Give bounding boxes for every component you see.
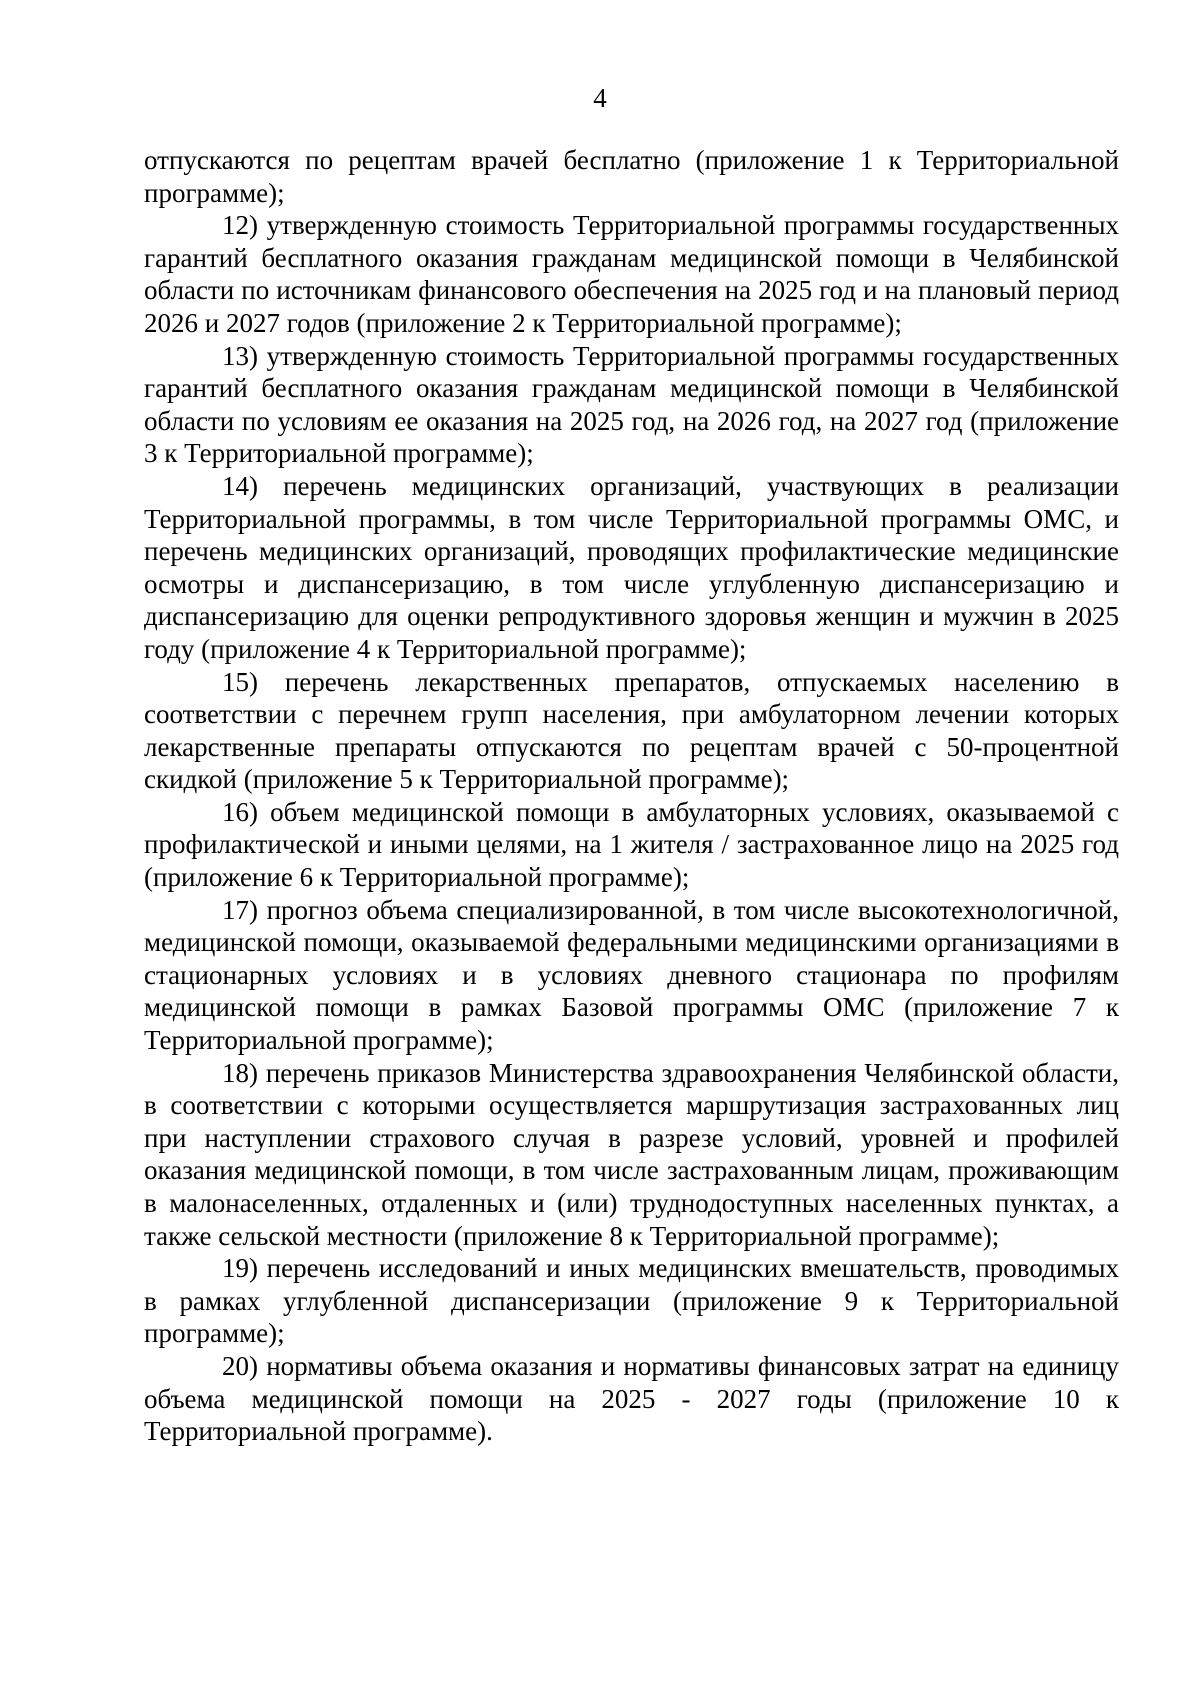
paragraph-continuation: отпускаются по рецептам врачей бесплатно (приложение 1 к Территориальной программе); [144,145,1119,208]
list-item-16: 16) объем медицинской помощи в амбулаторных условиях, оказываемой с профилактической и иными целями, на 1 жителя / застрахованное лицо на 2025 год (приложение 6 к Территориальной программе); [144,796,1119,893]
list-item-18: 18) перечень приказов Министерства здравоохранения Челябинской области, в соответствии с которыми осуществляется маршрутизация застрахованных лиц при наступлении страхового случая в разрезе условий, уровней и профилей оказания медицинской помощи, в том числе застрахованным лицам, проживающим в малонаселенных, отдаленных и (или) труднодоступных населенных пунктах, а также сельской местности (приложение 8 к Территориальной программе); [144,1057,1119,1251]
page-number: 4 [593,83,607,113]
list-item-17: 17) прогноз объема специализированной, в том числе высокотехнологичной, медицинской помощи, оказываемой федеральными медицинскими организациями в стационарных условиях и в условиях дневного стационара по профилям медицинской помощи в рамках Базовой программы ОМС (приложение 7 к Территориальной программе); [144,894,1119,1056]
list-item-19: 19) перечень исследований и иных медицинских вмешательств, проводимых в рамках углубленной диспансеризации (приложение 9 к Территориальной программе); [144,1253,1119,1349]
list-item-13: 13) утвержденную стоимость Территориальной программы государственных гарантий бесплатного оказания гражданам медицинской помощи в Челябинской области по условиям ее оказания на 2025 год, на 2026 год, на 2027 год (приложение 3 к Территориальной программе); [144,340,1119,469]
document-body [144,144,1119,1448]
list-item-20: 20) нормативы объема оказания и нормативы финансовых затрат на единицу объема медицинской помощи на 2025 - 2027 годы (приложение 10 к Территориальной программе). [144,1350,1119,1447]
list-item-12: 12) утвержденную стоимость Территориальной программы государственных гарантий бесплатного оказания гражданам медицинской помощи в Челябинской области по источникам финансового обеспечения на 2025 год и на плановый период 2026 и 2027 годов (приложение 2 к Территориальной программе); [144,210,1119,338]
list-item-14: 14) перечень медицинских организаций, участвующих в реализации Территориальной программы, в том числе Территориальной программы ОМС, и перечень медицинских организаций, проводящих профилактические медицинские осмотры и диспансеризацию, в том числе углубленную диспансеризацию и диспансеризацию для оценки репродуктивного здоровья женщин и мужчин в 2025 году (приложение 4 к Территориальной программе); [144,470,1119,664]
list-item-15: 15) перечень лекарственных препаратов, отпускаемых населению в соответствии с перечнем групп населения, при амбулаторном лечении которых лекарственные препараты отпускаются по рецептам врачей с 50-процентной скидкой (приложение 5 к Территориальной программе); [144,666,1119,795]
